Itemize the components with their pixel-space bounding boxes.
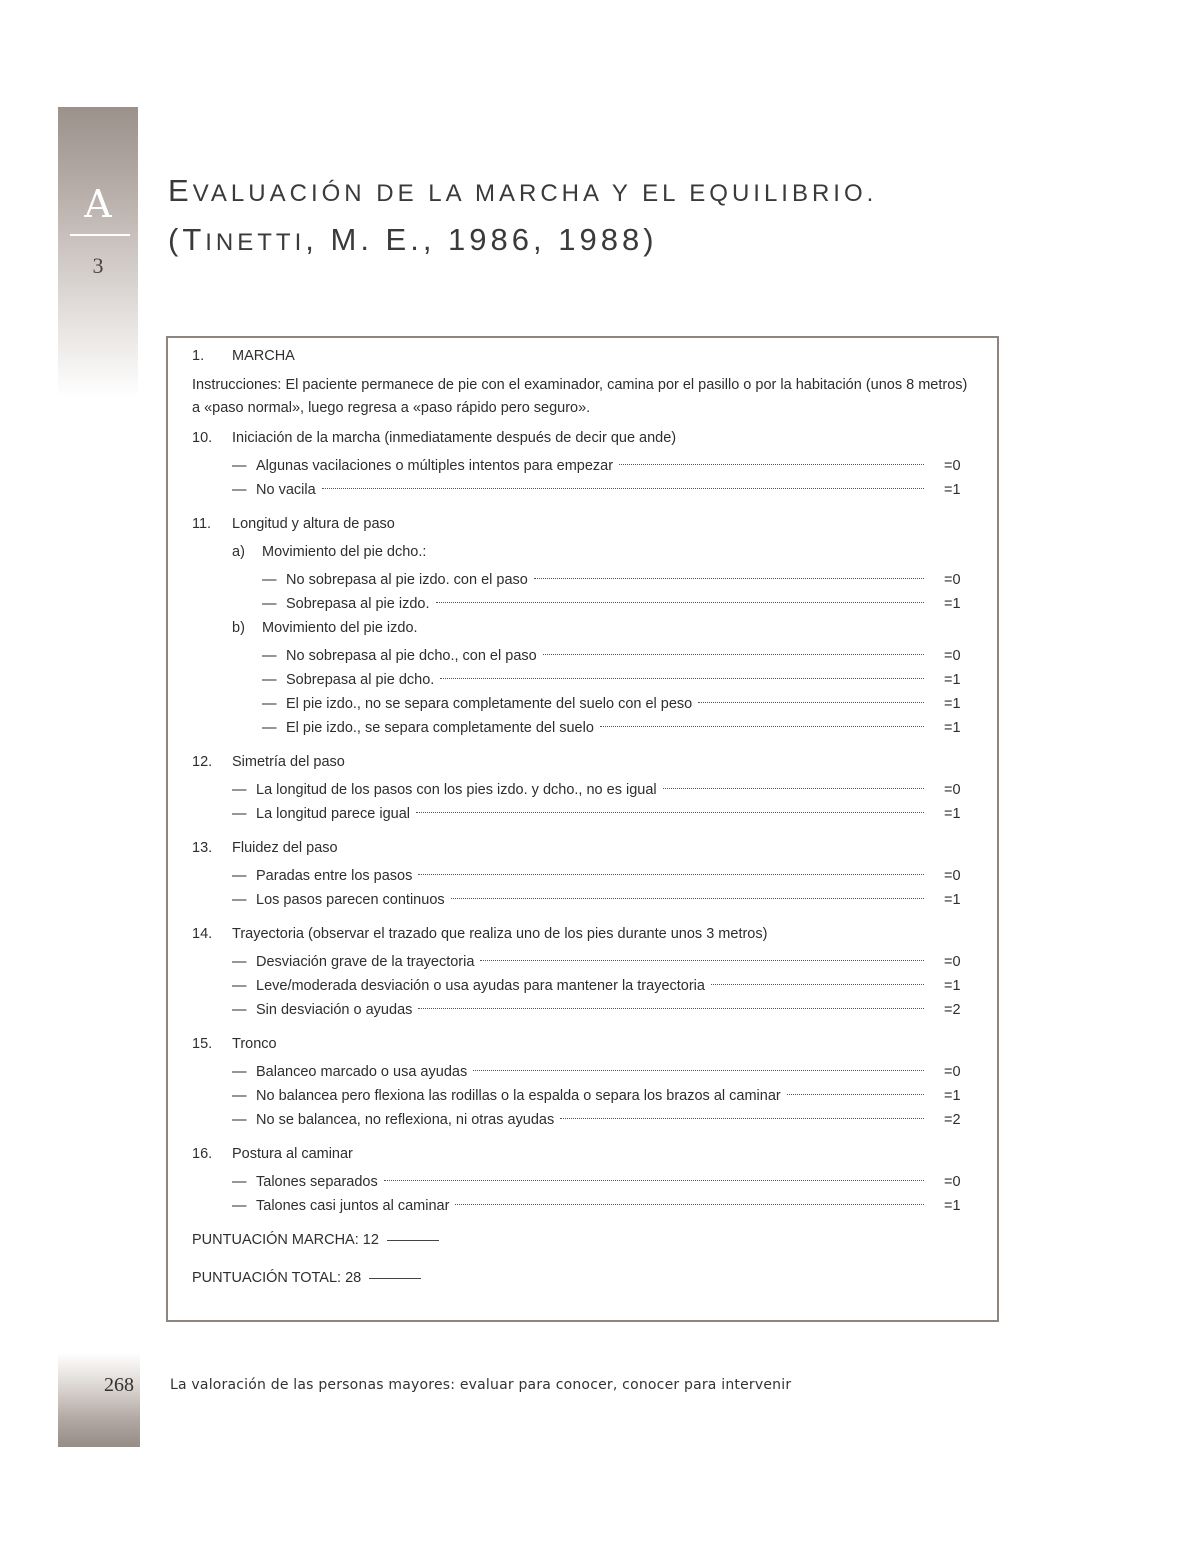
option-text: Los pasos parecen continuos [256, 892, 445, 908]
option-score: =2 [944, 1002, 961, 1018]
option-score: =0 [944, 458, 961, 474]
option-dash: — [262, 720, 277, 736]
option-text: Sobrepasa al pie izdo. [286, 596, 430, 612]
subitem-header [192, 616, 974, 640]
section-number: 1. [192, 348, 205, 364]
chapter-tab [58, 107, 138, 397]
footer-tab [58, 1353, 140, 1447]
item-number: 14. [192, 926, 213, 942]
item-header [192, 426, 974, 450]
section-header [192, 344, 974, 368]
option-score: =1 [944, 806, 961, 822]
item-number: 11. [192, 516, 212, 532]
dot-leader [451, 898, 924, 899]
dot-leader [711, 984, 924, 985]
dot-leader [416, 812, 924, 813]
option-text: No se balancea, no reflexiona, ni otras ayudas [256, 1112, 555, 1128]
item-title: Iniciación de la marcha (inmediatamente después de decir que ande) [232, 430, 677, 446]
option-score: =1 [944, 978, 961, 994]
item-title: Fluidez del paso [232, 840, 338, 856]
subitem-title: Movimiento del pie dcho.: [262, 544, 427, 560]
option-score: =0 [944, 648, 961, 664]
chapter-letter: A [84, 182, 112, 226]
option-dash: — [232, 1198, 247, 1214]
option-text: Paradas entre los pasos [256, 868, 413, 884]
option-row [192, 864, 974, 888]
option-dash: — [262, 672, 277, 688]
dot-leader [600, 726, 924, 727]
option-dash: — [262, 696, 277, 712]
item-header [192, 1032, 974, 1056]
option-row [192, 668, 974, 692]
chapter-number: 3 [92, 253, 104, 278]
option-dash: — [232, 1088, 247, 1104]
option-row [192, 592, 974, 616]
instructions-text: Instrucciones: El paciente permanece de pie con el examinador, camina por el pasillo o por la habitación (unos 8 metros) a «paso normal», luego regresa a «paso rápido pero seguro». [192, 377, 968, 416]
dot-leader [322, 488, 924, 489]
option-score: =0 [944, 782, 961, 798]
option-row [192, 778, 974, 802]
option-row [192, 644, 974, 668]
option-dash: — [232, 1002, 247, 1018]
option-text: Sobrepasa al pie dcho. [286, 672, 435, 688]
item-number: 16. [192, 1146, 213, 1162]
section-title: MARCHA [232, 348, 295, 364]
option-dash: — [232, 868, 247, 884]
dot-leader [418, 1008, 924, 1009]
option-text: No sobrepasa al pie dcho., con el paso [286, 648, 537, 664]
dot-leader [534, 578, 924, 579]
option-row [192, 1060, 974, 1084]
subitem-header [192, 540, 974, 564]
option-text: Leve/moderada desviación o usa ayudas para mantener la trayectoria [256, 978, 705, 994]
subitem-label: b) [232, 620, 245, 636]
gait-score: PUNTUACIÓN MARCHA: 12 [192, 1228, 974, 1252]
option-score: =0 [944, 868, 961, 884]
option-score: =0 [944, 1174, 961, 1190]
option-text: Talones casi juntos al caminar [256, 1198, 450, 1214]
option-score: =1 [944, 1198, 961, 1214]
option-row [192, 974, 974, 998]
option-text: Desviación grave de la trayectoria [256, 954, 475, 970]
option-score: =1 [944, 720, 961, 736]
option-dash: — [232, 806, 247, 822]
option-row [192, 454, 974, 478]
option-dash: — [232, 1064, 247, 1080]
option-text: No vacila [256, 482, 316, 498]
option-dash: — [232, 482, 247, 498]
option-dash: — [262, 648, 277, 664]
option-score: =0 [944, 1064, 961, 1080]
option-row [192, 1170, 974, 1194]
dot-leader [384, 1180, 924, 1181]
option-row [192, 1084, 974, 1108]
item-title: Postura al caminar [232, 1146, 353, 1162]
item-title: Simetría del paso [232, 754, 345, 770]
option-row [192, 1108, 974, 1132]
form-content [192, 344, 974, 1290]
option-row [192, 568, 974, 592]
option-dash: — [232, 1174, 247, 1190]
option-score: =0 [944, 572, 961, 588]
item-header [192, 836, 974, 860]
dot-leader [473, 1070, 924, 1071]
option-dash: — [232, 458, 247, 474]
option-dash: — [232, 1112, 247, 1128]
option-score: =1 [944, 696, 961, 712]
option-dash: — [262, 572, 277, 588]
option-text: Balanceo marcado o usa ayudas [256, 1064, 468, 1080]
dot-leader [698, 702, 924, 703]
option-row [192, 716, 974, 740]
option-text: La longitud de los pasos con los pies izdo. y dcho., no es igual [256, 782, 657, 798]
option-dash: — [232, 782, 247, 798]
item-title: Longitud y altura de paso [232, 516, 395, 532]
dot-leader [436, 602, 925, 603]
option-text: Talones separados [256, 1174, 378, 1190]
option-text: El pie izdo., se separa completamente del suelo [286, 720, 594, 736]
subitem-label: a) [232, 544, 245, 560]
option-row [192, 802, 974, 826]
item-header [192, 1142, 974, 1166]
option-text: La longitud parece igual [256, 806, 410, 822]
dot-leader [440, 678, 924, 679]
item-number: 10. [192, 430, 213, 446]
total-score: PUNTUACIÓN TOTAL: 28 [192, 1266, 974, 1290]
option-row [192, 1194, 974, 1218]
item-number: 13. [192, 840, 213, 856]
footer-text: La valoración de las personas mayores: evaluar para conocer, conocer para intervenir [170, 1377, 792, 1393]
page-title: EVALUACIÓN DE LA MARCHA Y EL EQUILIBRIO. (TINETTI, M. E., 1986, 1988) [168, 173, 878, 257]
option-score: =1 [944, 482, 961, 498]
option-text: No sobrepasa al pie izdo. con el paso [286, 572, 528, 588]
option-row [192, 692, 974, 716]
option-score: =2 [944, 1112, 961, 1128]
option-dash: — [232, 978, 247, 994]
item-title: Trayectoria (observar el trazado que realiza uno de los pies durante unos 3 metros) [232, 926, 768, 942]
option-text: Sin desviación o ayudas [256, 1002, 413, 1018]
chapter-divider [70, 234, 130, 236]
option-dash: — [232, 892, 247, 908]
item-header [192, 512, 974, 536]
option-row [192, 478, 974, 502]
dot-leader [418, 874, 924, 875]
option-score: =1 [944, 596, 961, 612]
item-title: Tronco [232, 1036, 277, 1052]
option-score: =1 [944, 672, 961, 688]
option-score: =1 [944, 892, 961, 908]
option-score: =1 [944, 1088, 961, 1104]
assessment-form-box [166, 336, 999, 1322]
item-header [192, 922, 974, 946]
dot-leader [619, 464, 924, 465]
option-dash: — [262, 596, 277, 612]
option-row [192, 888, 974, 912]
dot-leader [787, 1094, 924, 1095]
subitem-title: Movimiento del pie izdo. [262, 620, 418, 636]
dot-leader [543, 654, 924, 655]
dot-leader [560, 1118, 924, 1119]
option-text: No balancea pero flexiona las rodillas o la espalda o separa los brazos al caminar [256, 1088, 781, 1104]
item-number: 12. [192, 754, 213, 770]
option-text: Algunas vacilaciones o múltiples intentos para empezar [256, 458, 614, 474]
dot-leader [663, 788, 924, 789]
dot-leader [480, 960, 924, 961]
option-dash: — [232, 954, 247, 970]
page-number: 268 [104, 1374, 134, 1396]
item-header [192, 750, 974, 774]
option-row [192, 998, 974, 1022]
item-number: 15. [192, 1036, 213, 1052]
option-text: El pie izdo., no se separa completamente del suelo con el peso [286, 696, 693, 712]
option-row [192, 950, 974, 974]
option-score: =0 [944, 954, 961, 970]
dot-leader [455, 1204, 924, 1205]
